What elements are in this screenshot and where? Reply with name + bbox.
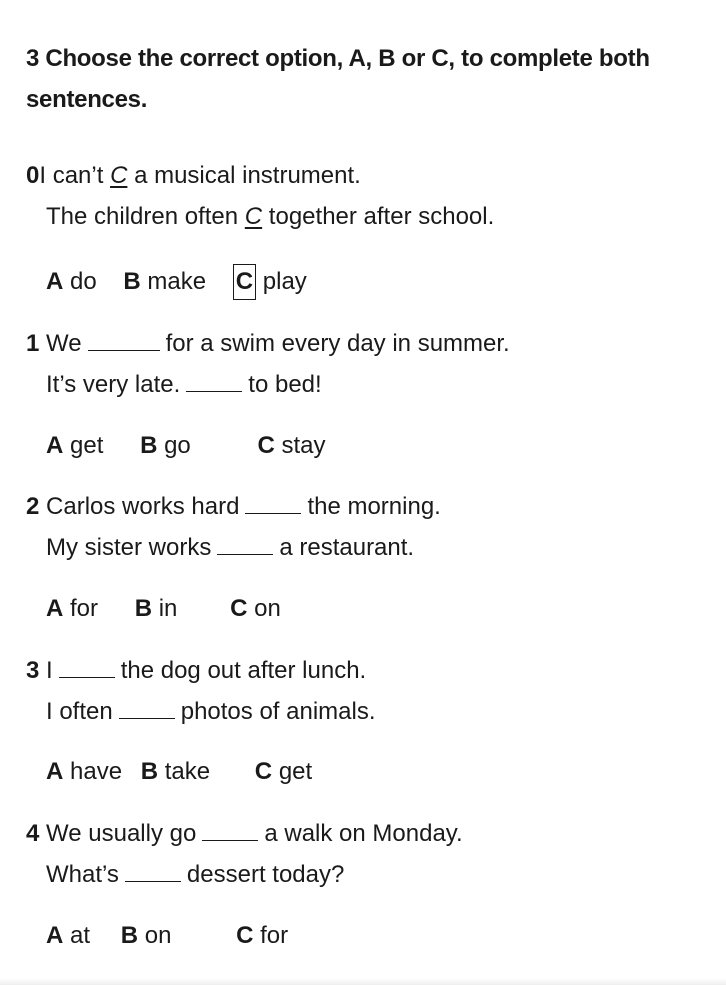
example-answer: C [110, 162, 128, 189]
question-1-sentence-1: 1 We for a swim every day in summer. [26, 330, 510, 357]
answer-blank[interactable] [125, 859, 181, 882]
answer-blank[interactable] [88, 328, 160, 351]
option-c[interactable]: C for [236, 922, 289, 949]
question-1-sentence-2: It’s very late. to bed! [46, 371, 322, 398]
option-a[interactable]: A for [46, 595, 99, 622]
sentence-text: I can’t [39, 162, 111, 189]
question-3-options [46, 757, 312, 787]
answer-blank[interactable] [119, 696, 175, 719]
question-number: 1 [26, 330, 40, 357]
option-a[interactable]: A at [46, 922, 91, 949]
sentence-text: a musical instrument. [127, 162, 361, 189]
answer-blank[interactable] [202, 818, 258, 841]
option-c[interactable]: C get [254, 758, 313, 785]
selected-answer-box: C [233, 264, 256, 300]
answer-blank[interactable] [59, 655, 115, 678]
sentence-text: together after school. [262, 203, 495, 230]
question-number: 3 [26, 657, 40, 684]
option-c[interactable]: C on [230, 595, 281, 622]
question-3-sentence-2: I often photos of animals. [46, 698, 376, 725]
question-0-sentence-1 [26, 161, 361, 191]
example-answer: C [244, 203, 263, 230]
question-2-options [46, 594, 281, 624]
option-b[interactable]: B make [123, 268, 207, 295]
question-number: 2 [26, 493, 40, 520]
answer-blank[interactable] [245, 491, 301, 514]
page-bottom-edge [0, 978, 726, 985]
question-0-options [46, 264, 307, 300]
option-a[interactable]: A do [46, 268, 97, 295]
option-b[interactable]: B take [140, 758, 211, 785]
question-number: 0 [26, 162, 40, 189]
option-b[interactable]: B go [140, 432, 191, 459]
exercise-heading: 3 Choose the correct option, A, B or C, to complete both sentences. [26, 45, 650, 113]
answer-blank[interactable] [217, 532, 273, 555]
option-c-selected[interactable]: C play [233, 264, 307, 300]
option-c[interactable]: C stay [257, 432, 326, 459]
option-b[interactable]: B in [134, 595, 178, 622]
question-3-sentence-1: 3 I the dog out after lunch. [26, 657, 367, 684]
question-0-sentence-2 [46, 202, 494, 232]
question-1-options [46, 431, 325, 461]
question-2-sentence-1: 2 Carlos works hard the morning. [26, 493, 441, 520]
option-a[interactable]: A get [46, 432, 104, 459]
sentence-text: The children often [46, 203, 245, 230]
answer-blank[interactable] [186, 369, 242, 392]
question-4-sentence-1: 4 We usually go a walk on Monday. [26, 820, 463, 847]
option-a[interactable]: A have [46, 758, 123, 785]
option-b[interactable]: B on [120, 922, 172, 949]
question-4-sentence-2: What’s dessert today? [46, 861, 345, 888]
question-4-options [46, 921, 288, 951]
question-2-sentence-2: My sister works a restaurant. [46, 534, 415, 561]
question-number: 4 [26, 820, 40, 847]
